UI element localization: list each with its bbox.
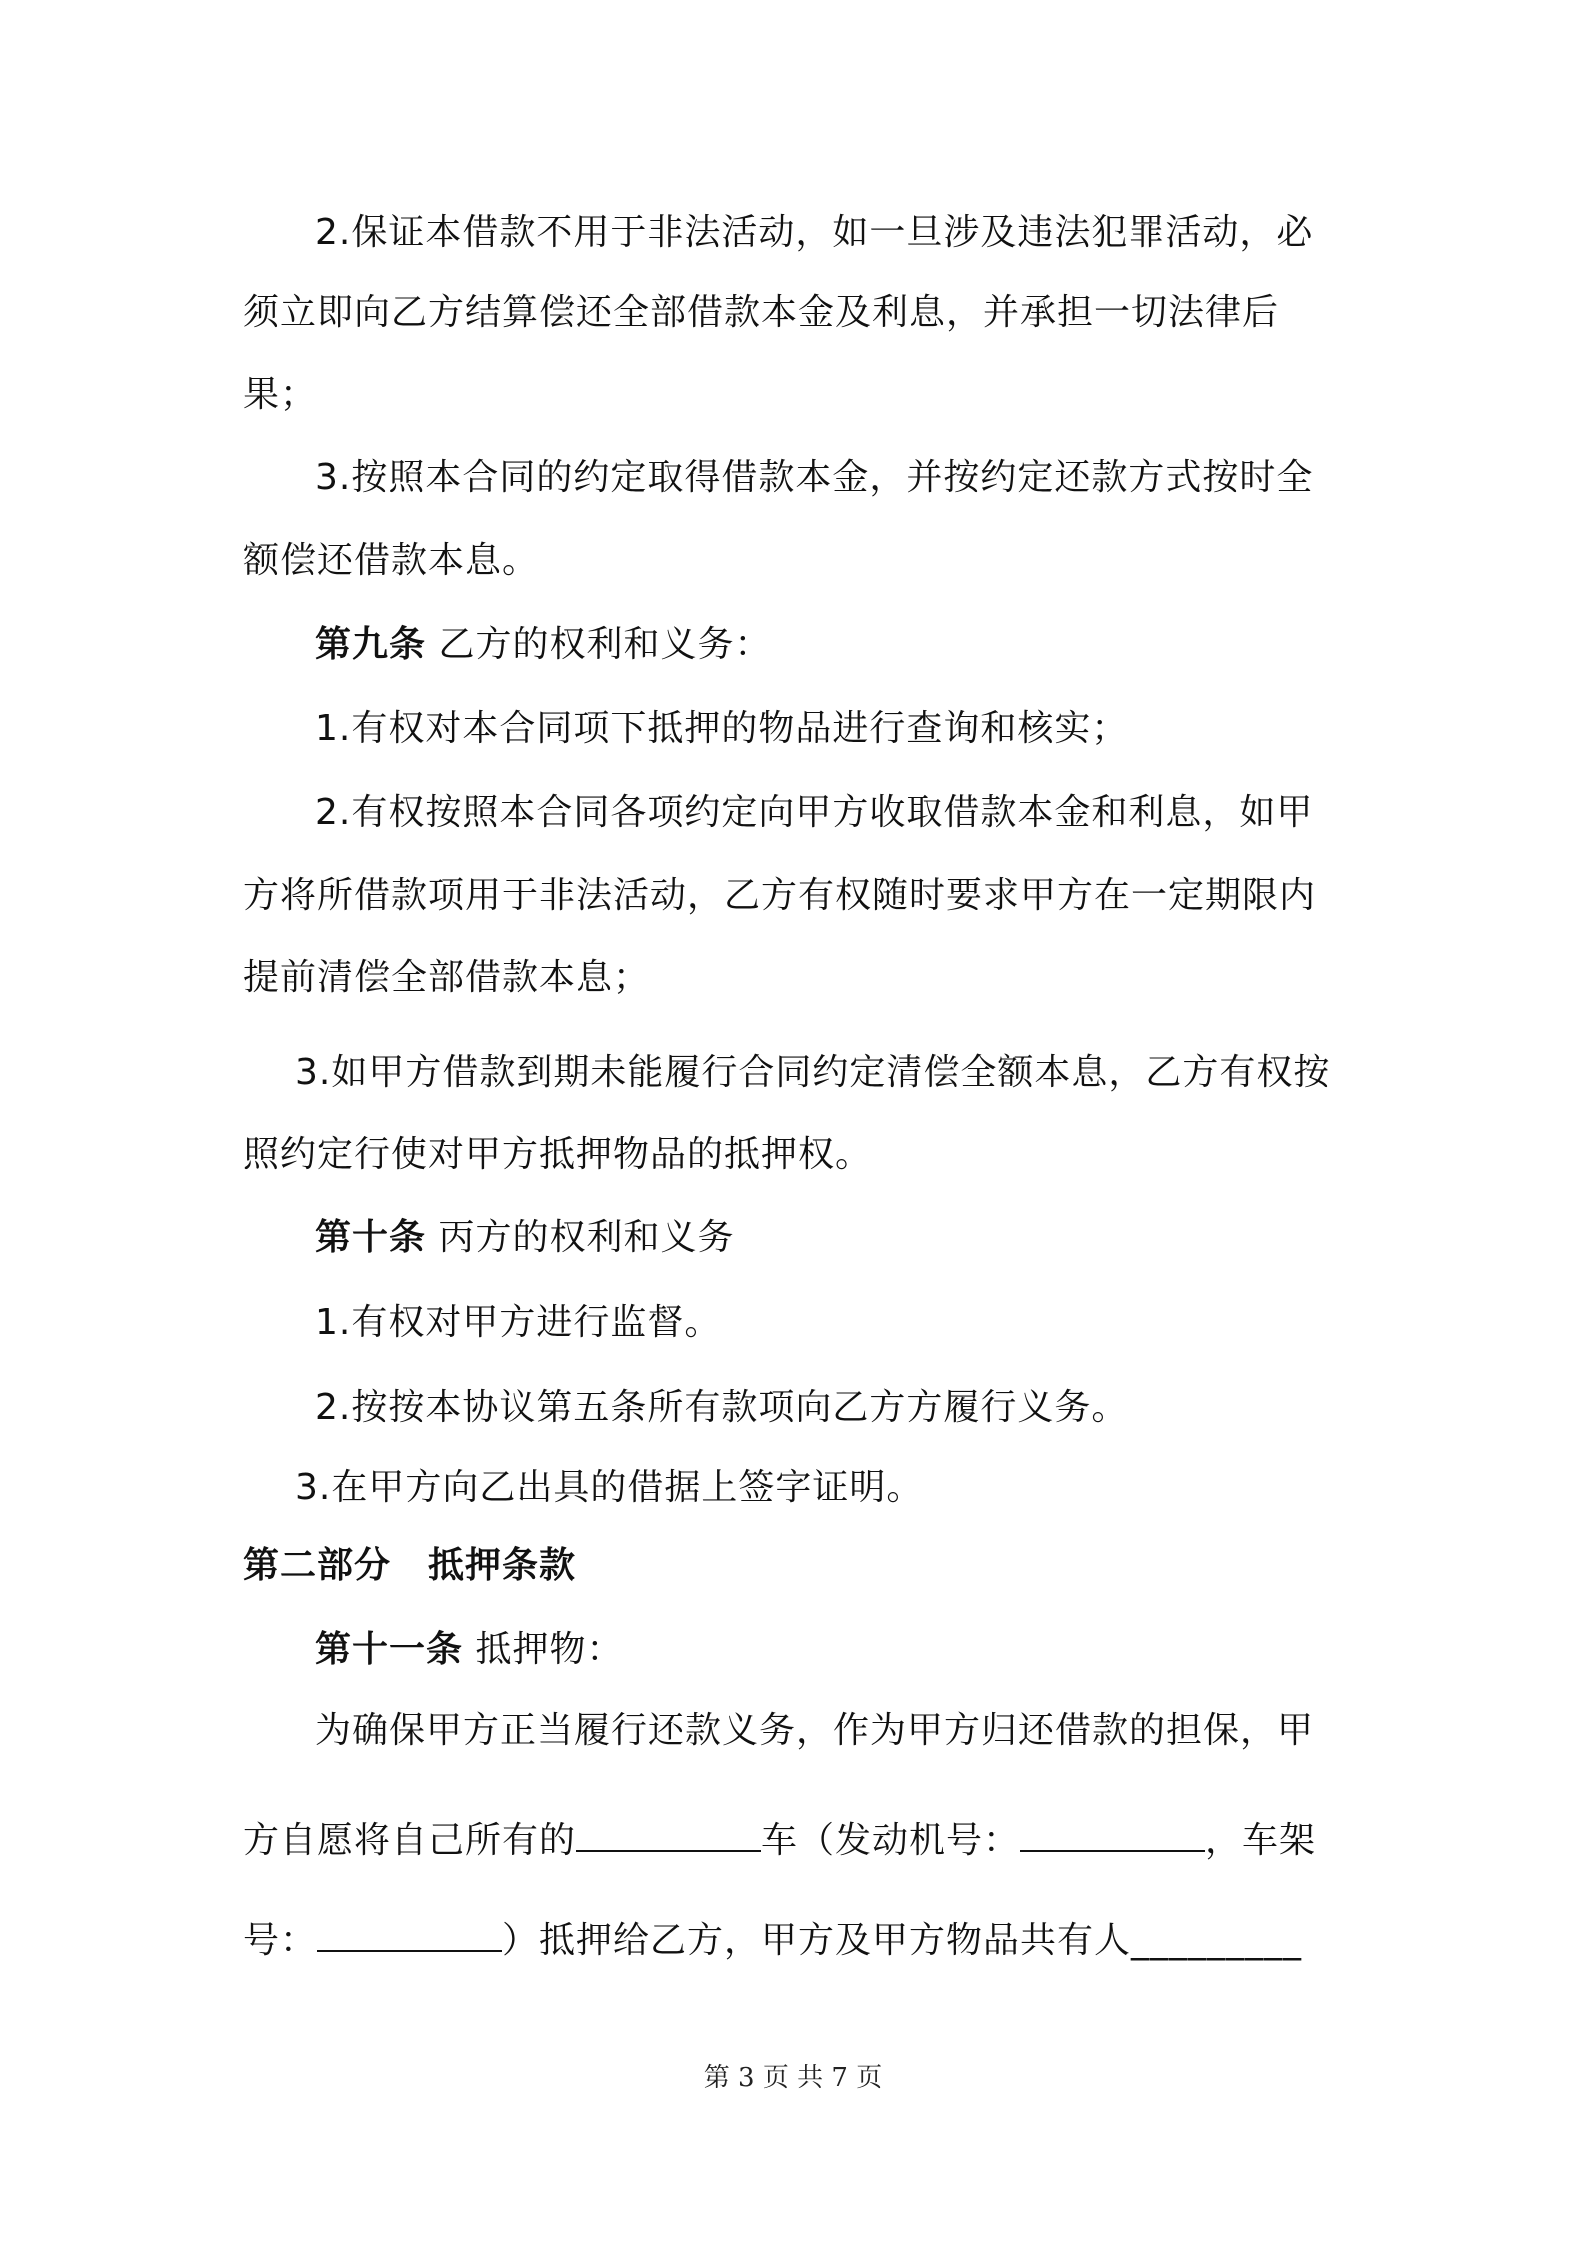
paragraph-line: [243, 1910, 1302, 1964]
list-item: 2.按按本协议第五条所有款项向乙方方履行义务。: [315, 1387, 1129, 1428]
paragraph-line: 须立即向乙方结算偿还全部借款本金及利息，并承担一切法律后: [243, 292, 1280, 333]
frame-number-blank: [317, 1910, 502, 1952]
paragraph-line: 照约定行使对甲方抵押物品的抵押权。: [243, 1134, 873, 1175]
paragraph-line: 方将所借款项用于非法活动，乙方有权随时要求甲方在一定期限内: [243, 875, 1317, 916]
article-10-text: 丙方的权利和义务: [438, 1217, 735, 1258]
text-run: 号：: [243, 1920, 318, 1961]
text-run: ）抵押给乙方，甲方及甲方物品共有人_________: [502, 1920, 1303, 1961]
article-10-heading: [315, 1215, 734, 1261]
list-item: 3.如甲方借款到期未能履行合同约定清偿全额本息，乙方有权按: [295, 1052, 1331, 1093]
article-9-text: 乙方的权利和义务：: [438, 624, 772, 665]
list-item: 2.有权按照本合同各项约定向甲方收取借款本金和利息，如甲: [315, 792, 1314, 833]
article-10-title: 第十条: [315, 1217, 427, 1258]
article-11-text: 抵押物：: [475, 1629, 624, 1670]
part-2-heading: 第二部分 抵押条款: [243, 1545, 577, 1586]
paragraph-line: 果；: [243, 374, 318, 415]
list-item: 3.在甲方向乙出具的借据上签字证明。: [295, 1467, 924, 1508]
article-9-title: 第九条: [315, 624, 427, 665]
vehicle-blank: [576, 1810, 761, 1852]
engine-number-blank: [1020, 1810, 1205, 1852]
text-run: ，车架: [1205, 1820, 1317, 1861]
paragraph-line: 为确保甲方正当履行还款义务，作为甲方归还借款的担保，甲: [315, 1710, 1315, 1751]
list-item: 1.有权对本合同项下抵押的物品进行查询和核实；: [315, 708, 1129, 749]
article-9-heading: [315, 622, 771, 668]
paragraph-line: 2.保证本借款不用于非法活动，如一旦涉及违法犯罪活动，必: [315, 212, 1314, 253]
text-run: 车（发动机号：: [761, 1820, 1021, 1861]
text-run: 方自愿将自己所有的: [243, 1820, 577, 1861]
paragraph-line: [243, 1810, 1316, 1864]
paragraph-line: 3.按照本合同的约定取得借款本金，并按约定还款方式按时全: [315, 457, 1314, 498]
paragraph-line: 额偿还借款本息。: [243, 540, 540, 581]
list-item: 1.有权对甲方进行监督。: [315, 1302, 722, 1343]
paragraph-line: 提前清偿全部借款本息；: [243, 957, 651, 998]
page-footer: 第 3 页 共 7 页: [703, 2063, 883, 2093]
article-11-heading: [315, 1627, 623, 1673]
article-11-title: 第十一条: [315, 1629, 464, 1670]
